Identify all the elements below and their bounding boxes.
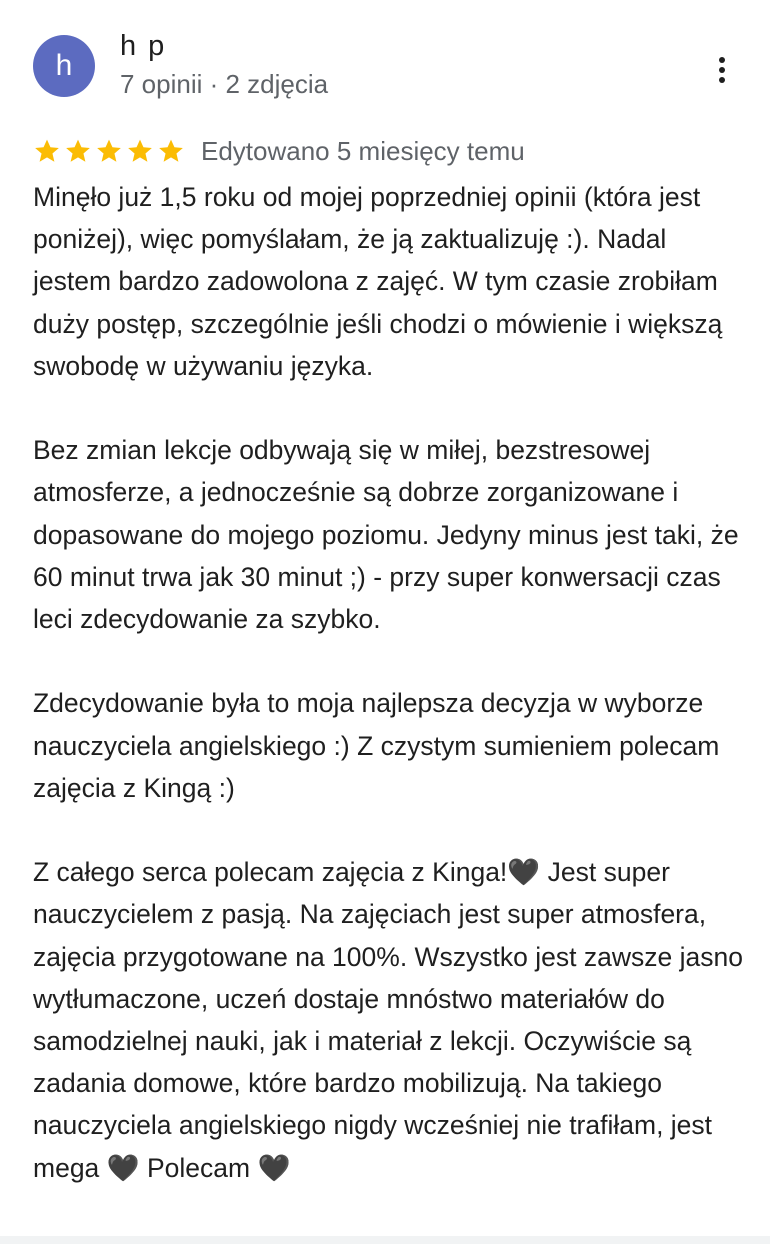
star-icon [157,137,185,165]
review-paragraph: Zdecydowanie była to moja najlepsza decyzja w wyborze nauczyciela angielskiego :) Z czystym sumieniem polecam zajęcia z Kingą :) [33,688,720,803]
star-icon [64,137,92,165]
avatar[interactable]: h [33,35,95,97]
review-paragraph: Z całego serca polecam zajęcia z Kinga!🖤 Jest super nauczycielem z pasją. Na zajęciach jest super atmosfera, zajęcia przygotowane na 100%. Wszystko jest zawsze jasno wytłumaczone, uczeń dostaje mnóstwo materiałów do samodzielnej nauki, jak i materiał z lekcji. Oczywiście są zadania domowe, które bardzo mobilizują. Na takiego nauczyciela angielskiego nigdy wcześniej nie trafiłam, jest mega 🖤 Polecam 🖤 [33,857,743,1183]
star-icon [33,137,61,165]
reviewer-meta: 7 opinii · 2 zdjęcia [120,69,329,99]
reviewer-name[interactable]: h p [120,30,167,62]
more-vert-icon [700,48,744,92]
divider [0,1236,770,1244]
star-icon [95,137,123,165]
rating-row [33,133,525,169]
review-text [33,176,745,1189]
review-paragraph: Bez zmian lekcje odbywają się w miłej, bezstresowej atmosferze, a jednocześnie są dobrze zorganizowane i dopasowane do mojego poziomu. Jedyny minus jest taki, że 60 minut trwa jak 30 minut ;) - przy super konwersacji czas leci zdecydowanie za szybko. [33,435,739,635]
star-icon [126,137,154,165]
review-paragraph: Minęło już 1,5 roku od mojej poprzedniej opinii (która jest poniżej), więc pomyślałam, że ją zaktualizuję :). Nadal jestem bardzo zadowolona z zajęć. W tym czasie zrobiłam duży postęp, szczególnie jeśli chodzi o mówienie i większą swobodę w używaniu języka. [33,182,723,381]
review-date: Edytowano 5 miesięcy temu [201,136,525,166]
more-options-button[interactable] [700,48,744,92]
star-rating [33,137,185,165]
